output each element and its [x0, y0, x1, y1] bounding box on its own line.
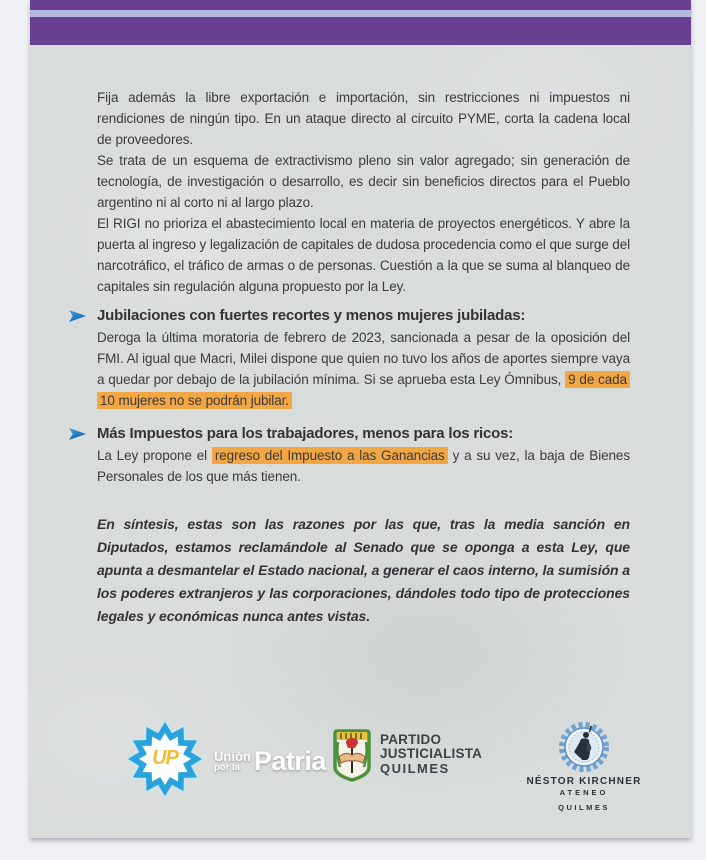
bullet-text-pre: La Ley propone el	[97, 448, 212, 463]
pj-line-quilmes: QUILMES	[380, 761, 450, 776]
pj-wordmark	[380, 733, 482, 783]
highlighted-text: 9 de cada 10 mujeres no se podrán jubilar.	[97, 371, 630, 409]
ateneo-line-nestor-kirchner: NÉSTOR KIRCHNER	[526, 776, 642, 787]
up-sun-logo-icon	[125, 719, 205, 799]
bullet-heading: Más Impuestos para los trabajadores, menos para los ricos:	[97, 425, 514, 442]
bullet-body	[97, 327, 630, 411]
up-initials: UP	[152, 746, 178, 769]
arrow-bullet-icon	[69, 428, 86, 440]
up-word-patria: Patria	[253, 746, 326, 776]
bullet-jubilaciones	[97, 306, 630, 411]
flyer-page	[30, 0, 691, 838]
bullet-text-post: y a su vez, la baja de Bienes Personales de los que más tienen.	[97, 448, 630, 484]
paragraph-rigi: El RIGI no prioriza el abastecimiento local en materia de proyectos energéticos. Y abre la puerta al ingreso y legalización de capitales de dudosa procedencia como el que surge del narcotráfico, el tráfico de armas o de personas. Cuestión a la que se suma al blanqueo de capitales sin regulación alguna propuesto por la Ley.	[97, 216, 630, 294]
bullet-impuestos	[97, 424, 630, 487]
bullet-body	[97, 445, 630, 487]
pj-crest-icon	[333, 727, 371, 783]
up-wordmark	[214, 746, 326, 777]
ateneo-line-quilmes: QUILMES	[558, 803, 610, 812]
up-word-union: Unión	[214, 748, 251, 764]
bullet-heading: Jubilaciones con fuertes recortes y menos mujeres jubiladas:	[97, 307, 526, 324]
arrow-bullet-icon	[69, 310, 86, 322]
flyer-body	[97, 45, 630, 628]
ateneo-wordmark	[524, 776, 644, 812]
pj-line-justicialista: JUSTICIALISTA	[380, 746, 483, 761]
pj-line-partido: PARTIDO	[380, 732, 442, 747]
up-word-porla: por la	[214, 761, 240, 773]
ateneo-line-ateneo: ATENEO	[559, 788, 609, 797]
bullet-text-pre: Deroga la última moratoria de febrero de 2023, sancionada a pesar de la oposición del FMI. Al igual que Macri, Milei dispone que quien no tuvo los años de aportes siempre vaya a quedar por debajo de la jubilación mínima. Si se aprueba esta Ley Ómnibus,	[97, 330, 630, 387]
paragraph-pyme: Fija además la libre exportación e importación, sin restricciones ni impuestos ni rendiciones de ningún tipo. En un ataque directo al circuito PYME, corta la cadena local de proveedores.	[97, 90, 630, 147]
header-purple-bar	[30, 0, 691, 45]
pj-quilmes-logo	[333, 727, 482, 783]
paragraph-extractivismo: Se trata de un esquema de extractivismo pleno sin valor agregado; sin generación de tecnología, de investigación o desarrollo, es decir sin beneficios directos para el Pueblo argentino ni al corto ni al largo plazo.	[97, 153, 630, 210]
summary-paragraph: En síntesis, estas son las razones por las que, tras la media sanción en Diputados, estamos reclamándole al Senado que se oponga a esta Ley, que apunta a desmantelar el Estado nacional, a generar el caos interno, la sumisión a los poderes extranjeros y las corporaciones, dándoles todo tipo de protecciones legales y económicas nunca antes vistas.	[97, 516, 630, 624]
ateneo-quilmes-logo	[524, 720, 644, 812]
header-lavender-stripe	[30, 10, 691, 17]
ateneo-emblem-icon	[556, 720, 612, 774]
highlighted-text: regreso del Impuesto a las Ganancias	[212, 447, 448, 464]
